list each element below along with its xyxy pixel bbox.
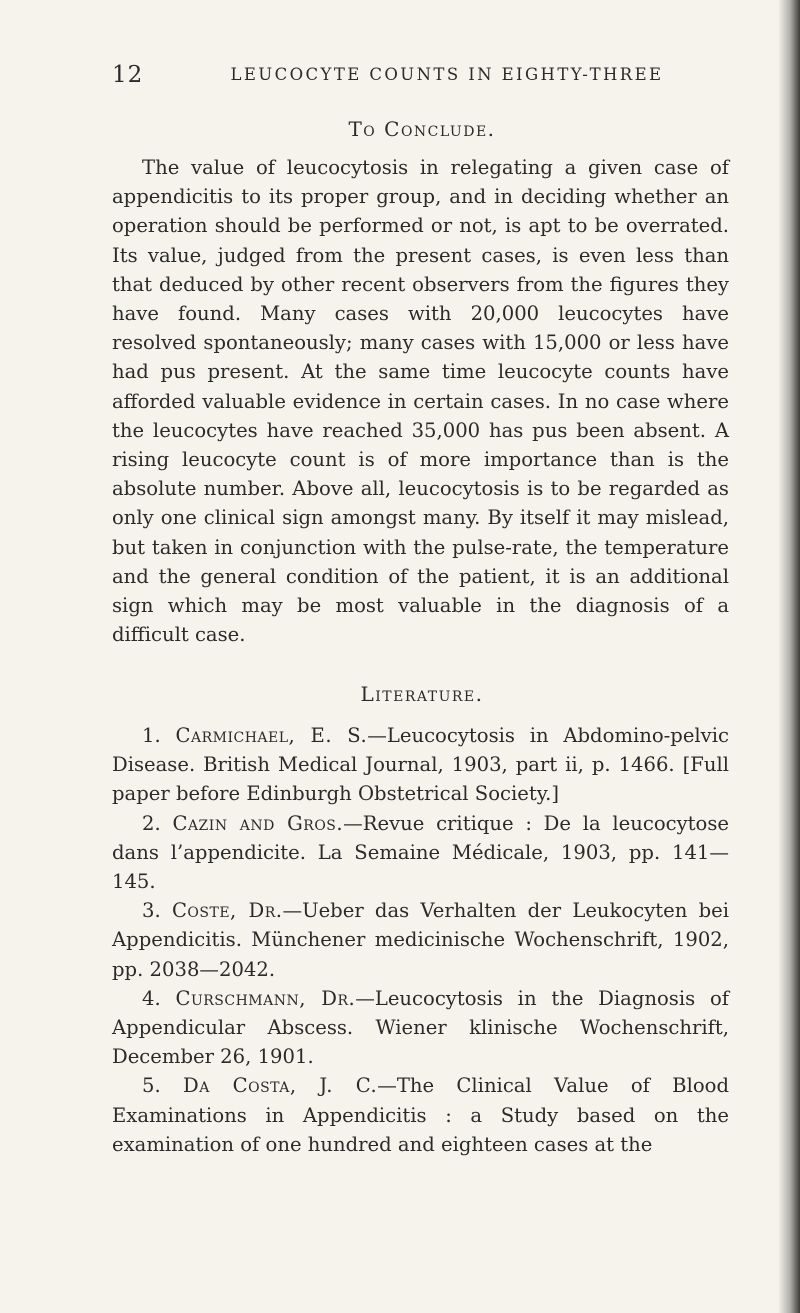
literature-heading: Literature. <box>360 682 484 706</box>
reference-item <box>112 984 729 1072</box>
reference-list <box>112 721 729 1159</box>
page-number: 12 <box>112 62 144 88</box>
reference-item <box>112 1071 729 1159</box>
reference-number: 1. <box>142 724 161 747</box>
reference-item <box>112 809 729 897</box>
reference-author: Coste, Dr. <box>171 899 283 923</box>
reference-author: Cazin and Gros. <box>172 811 344 835</box>
reference-author: Carmichael, E. S. <box>175 724 368 747</box>
reference-author: Curschmann, Dr. <box>175 986 356 1010</box>
reference-number: 2. <box>142 811 161 835</box>
reference-text: —Leucocytosis in Abdomino-pelvic Disease. British Medical Journal, 1903, part ii, p. 1466. [Full paper before Edinburgh Obstetrical Society.] <box>112 724 729 806</box>
running-head: LEUCOCYTE COUNTS IN EIGHTY-THREE <box>230 65 664 84</box>
reference-text: —Ueber das Verhalten der Leukocyten bei Appendicitis. Münchener medicinische Wochenschrift, 1902, pp. 2038—2042. <box>112 899 729 981</box>
reference-number: 5. <box>142 1074 161 1098</box>
reference-number: 3. <box>142 899 161 923</box>
reference-number: 4. <box>142 986 161 1010</box>
reference-text: —The Clinical Value of Blood Examinations in Appendicitis : a Study based on the examination of one hundred and eighteen cases at the <box>112 1074 729 1156</box>
page-header <box>112 62 732 92</box>
page-edge-shadow <box>778 0 800 1313</box>
reference-text: —Leucocytosis in the Diagnosis of Appendicular Abscess. Wiener klinische Wochenschrift, December 26, 1901. <box>112 986 729 1069</box>
conclusion-heading: To Conclude. <box>348 117 496 141</box>
reference-author: Da Costa, J. C. <box>183 1074 378 1098</box>
reference-item <box>112 721 729 809</box>
conclusion-paragraph: The value of leucocytosis in relegating a given case of appendicitis to its proper group, and in deciding whether an operation should be performed or not, is apt to be overrated. Its value, judged from the present cases, is even less than that deduced by other recent observers from the figures they have found. Many cases with 20,000 leucocytes have resolved spontaneously; many cases with 15,000 or less have had pus present. At the same time leucocyte counts have afforded valuable evidence in certain cases. In no case where the leucocytes have reached 35,000 has pus been absent. A rising leucocyte count is of more importance than is the absolute number. Above all, leucocytosis is to be regarded as only one clinical sign amongst many. By itself it may mislead, but taken in conjunction with the pulse-rate, the temperature and the general condition of the patient, it is an additional sign which may be most valuable in the diagnosis of a difficult case. <box>112 156 729 647</box>
reference-item <box>112 896 729 984</box>
reference-text: —Revue critique : De la leucocytose dans l’appendicite. La Semaine Médicale, 1903, pp. 141—145. <box>112 811 730 894</box>
